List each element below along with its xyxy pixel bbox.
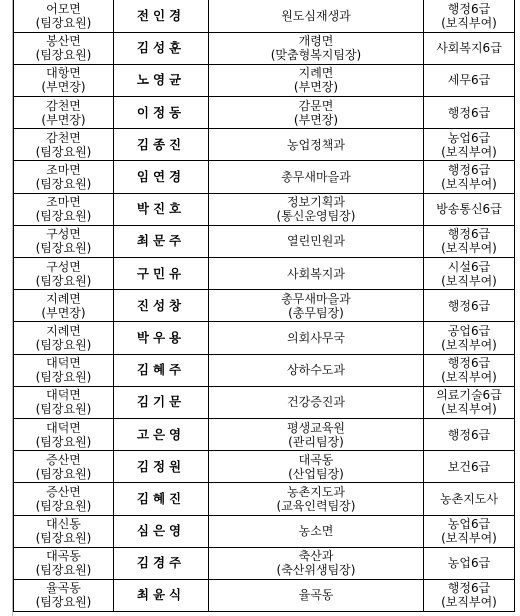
grade-line: 공업6급 [447,323,491,338]
grade-line: 행정6급 [447,427,491,442]
current-dept-cell [14,193,114,225]
current-dept-line: (팀장요원) [35,48,92,63]
person-name-cell: 김경주 [114,547,209,579]
table-row [14,97,515,129]
grade-cell [424,515,515,547]
new-post-line: 상하수도과 [287,363,345,378]
table-row [14,32,515,64]
current-dept-line: 대항면 [46,66,81,81]
new-post-cell [209,290,424,322]
grade-line: 행정6급 [447,298,491,313]
current-dept-cell [14,258,114,290]
table-body [14,0,515,612]
new-post-line: 총무새마을과 [281,291,351,306]
current-dept-cell [14,483,114,515]
current-dept-line: 감천면 [46,98,81,113]
current-dept-line: (팀장요원) [35,177,92,192]
grade-cell [424,225,515,257]
current-dept-line: 증산면 [46,484,81,499]
current-dept-line: 대신동 [46,517,81,532]
grade-cell [424,418,515,450]
current-dept-cell [14,547,114,579]
new-post-line: (부면장) [293,80,339,95]
person-name-cell: 이정동 [114,97,209,129]
current-dept-line: 구성면 [46,227,81,242]
current-dept-line: (팀장요원) [35,144,92,159]
grade-line: (보직부여) [441,177,497,192]
grade-cell [424,290,515,322]
new-post-line: 사회복지과 [287,266,345,281]
current-dept-line: (팀장요원) [35,273,92,288]
current-dept-line: 대덕면 [46,420,81,435]
grade-cell [424,483,515,515]
grade-line: 행정6급 [447,105,491,120]
person-name-cell: 구민유 [114,258,209,290]
grade-cell [424,97,515,129]
current-dept-line: 조마면 [46,163,81,178]
person-name-cell: 최윤식 [114,579,209,611]
person-name-cell: 김혜주 [114,354,209,386]
person-name-cell: 김정원 [114,451,209,483]
grade-line: 시설6급 [447,259,491,274]
current-dept-cell [14,129,114,161]
grade-cell [424,32,515,64]
table-row [14,161,515,193]
current-dept-line: (부면장) [41,112,86,127]
grade-line: (보직부여) [441,402,497,417]
grade-line: 행정6급 [447,1,491,16]
new-post-line: 감문면 [298,98,334,113]
table-row [14,129,515,161]
table-row [14,579,515,611]
new-post-cell [209,354,424,386]
new-post-cell [209,258,424,290]
new-post-cell [209,225,424,257]
current-dept-line: (팀장요원) [35,498,92,513]
new-post-line: (맞춤형복지팀장) [270,48,362,63]
grade-line: (보직부여) [441,337,497,352]
grade-line: 농업6급 [447,517,491,532]
current-dept-cell [14,515,114,547]
current-dept-line: (팀장요원) [35,370,92,385]
table-row [14,193,515,225]
new-post-cell [209,418,424,450]
table-row [14,354,515,386]
new-post-cell [209,515,424,547]
new-post-line: 농업정책과 [287,137,345,152]
current-dept-cell [14,0,114,32]
current-dept-line: 대곡동 [46,549,81,564]
person-name-cell: 김기문 [114,386,209,418]
table-row [14,418,515,450]
new-post-line: 개령면 [298,34,334,49]
person-name-cell: 최문주 [114,225,209,257]
current-dept-line: (팀장요원) [35,531,92,546]
new-post-line: 축산과 [298,549,334,564]
left-margin-strip [0,0,13,616]
new-post-line: 농촌지도과 [287,484,345,499]
grade-line: 보건6급 [447,459,491,474]
new-post-line: (산업팀장) [288,466,344,481]
grade-cell [424,193,515,225]
grade-line: 세무6급 [447,73,491,88]
grade-line: (보직부여) [441,15,497,30]
grade-cell [424,64,515,96]
table-row [14,483,515,515]
grade-cell [424,386,515,418]
person-name-cell: 진성창 [114,290,209,322]
new-post-cell [209,547,424,579]
current-dept-line: (팀장요원) [35,15,92,30]
new-post-line: 율곡동 [298,588,334,603]
new-post-line: (축산위생팀장) [276,563,356,578]
current-dept-cell [14,64,114,96]
current-dept-line: 조마면 [46,195,81,210]
current-dept-cell [14,579,114,611]
current-dept-cell [14,161,114,193]
table-row [14,451,515,483]
new-post-cell [209,451,424,483]
new-post-line: 열린민원과 [287,234,345,249]
grade-line: (보직부여) [441,241,497,256]
current-dept-cell [14,386,114,418]
grade-cell [424,0,515,32]
table-row [14,0,515,32]
grade-cell [424,258,515,290]
person-name-cell: 임연경 [114,161,209,193]
new-post-cell [209,386,424,418]
new-post-line: (교육인력팀장) [276,498,356,513]
person-name-cell: 노영균 [114,64,209,96]
current-dept-line: 지례면 [46,291,81,306]
new-post-cell [209,64,424,96]
grade-cell [424,161,515,193]
new-post-line: (관리팀장) [288,434,344,449]
new-post-line: 지례면 [298,66,334,81]
person-name-cell: 김성훈 [114,32,209,64]
grade-cell [424,129,515,161]
current-dept-cell [14,322,114,354]
current-dept-line: 구성면 [46,259,81,274]
table-row [14,290,515,322]
current-dept-line: 증산면 [46,452,81,467]
new-post-cell [209,322,424,354]
grade-line: (보직부여) [441,273,497,288]
new-post-line: (통신운영팀장) [276,209,356,224]
current-dept-line: (팀장요원) [35,563,92,578]
current-dept-line: (팀장요원) [35,241,92,256]
personnel-assignment-table [13,0,515,612]
grade-line: 행정6급 [447,163,491,178]
current-dept-line: (팀장요원) [35,209,92,224]
new-post-line: 의회사무국 [287,330,345,345]
person-name-cell: 심은영 [114,515,209,547]
grade-line: 행정6급 [447,581,491,596]
grade-line: 사회복지6급 [436,41,502,56]
new-post-cell [209,161,424,193]
current-dept-line: (부면장) [41,80,86,95]
table-row [14,515,515,547]
grade-line: 농촌지도사 [440,491,498,506]
current-dept-line: 대덕면 [46,388,81,403]
new-post-cell [209,579,424,611]
new-post-line: 건강증진과 [287,395,345,410]
table-row [14,547,515,579]
new-post-cell [209,97,424,129]
table-row [14,322,515,354]
grade-line: (보직부여) [441,531,497,546]
current-dept-line: (팀장요원) [35,466,92,481]
person-name-cell: 김혜진 [114,483,209,515]
grade-line: 의료기술6급 [436,388,502,403]
current-dept-cell [14,225,114,257]
person-name-cell: 고은영 [114,418,209,450]
person-name-cell: 박우용 [114,322,209,354]
current-dept-line: 봉산면 [46,34,81,49]
current-dept-line: 지례면 [46,323,81,338]
table-row [14,64,515,96]
current-dept-cell [14,451,114,483]
current-dept-line: (팀장요원) [35,434,92,449]
new-post-line: 농소면 [298,524,334,539]
grade-cell [424,354,515,386]
grade-line: (보직부여) [441,595,497,610]
person-name-cell: 전인경 [114,0,209,32]
grade-line: 농업6급 [447,556,491,571]
table-row [14,258,515,290]
new-post-cell [209,0,424,32]
grade-cell [424,579,515,611]
new-post-line: 원도심재생과 [281,8,351,23]
current-dept-line: (팀장요원) [35,595,92,610]
grade-cell [424,322,515,354]
table-row [14,225,515,257]
new-post-line: 평생교육원 [287,420,345,435]
table-row [14,386,515,418]
current-dept-cell [14,290,114,322]
grade-line: 행정6급 [447,356,491,371]
grade-line: 방송통신6급 [436,202,502,217]
current-dept-cell [14,354,114,386]
person-name-cell: 박진호 [114,193,209,225]
new-post-cell [209,32,424,64]
current-dept-cell [14,97,114,129]
current-dept-line: 어모면 [46,1,81,16]
grade-line: (보직부여) [441,370,497,385]
current-dept-cell [14,32,114,64]
new-post-line: 정보기획과 [287,195,345,210]
current-dept-cell [14,418,114,450]
new-post-line: 대곡동 [298,452,334,467]
current-dept-line: (팀장요원) [35,337,92,352]
grade-cell [424,547,515,579]
person-name-cell: 김종진 [114,129,209,161]
grade-line: 행정6급 [447,227,491,242]
new-post-line: 총무새마을과 [281,170,351,185]
new-post-line: (총무팀장) [288,305,344,320]
current-dept-line: (부면장) [41,305,86,320]
current-dept-line: 대덕면 [46,356,81,371]
grade-line: 농업6급 [447,130,491,145]
current-dept-line: 감천면 [46,130,81,145]
grade-line: (보직부여) [441,144,497,159]
new-post-cell [209,193,424,225]
new-post-line: (부면장) [293,112,339,127]
current-dept-line: 율곡동 [46,581,81,596]
grade-cell [424,451,515,483]
current-dept-line: (팀장요원) [35,402,92,417]
new-post-cell [209,129,424,161]
new-post-cell [209,483,424,515]
